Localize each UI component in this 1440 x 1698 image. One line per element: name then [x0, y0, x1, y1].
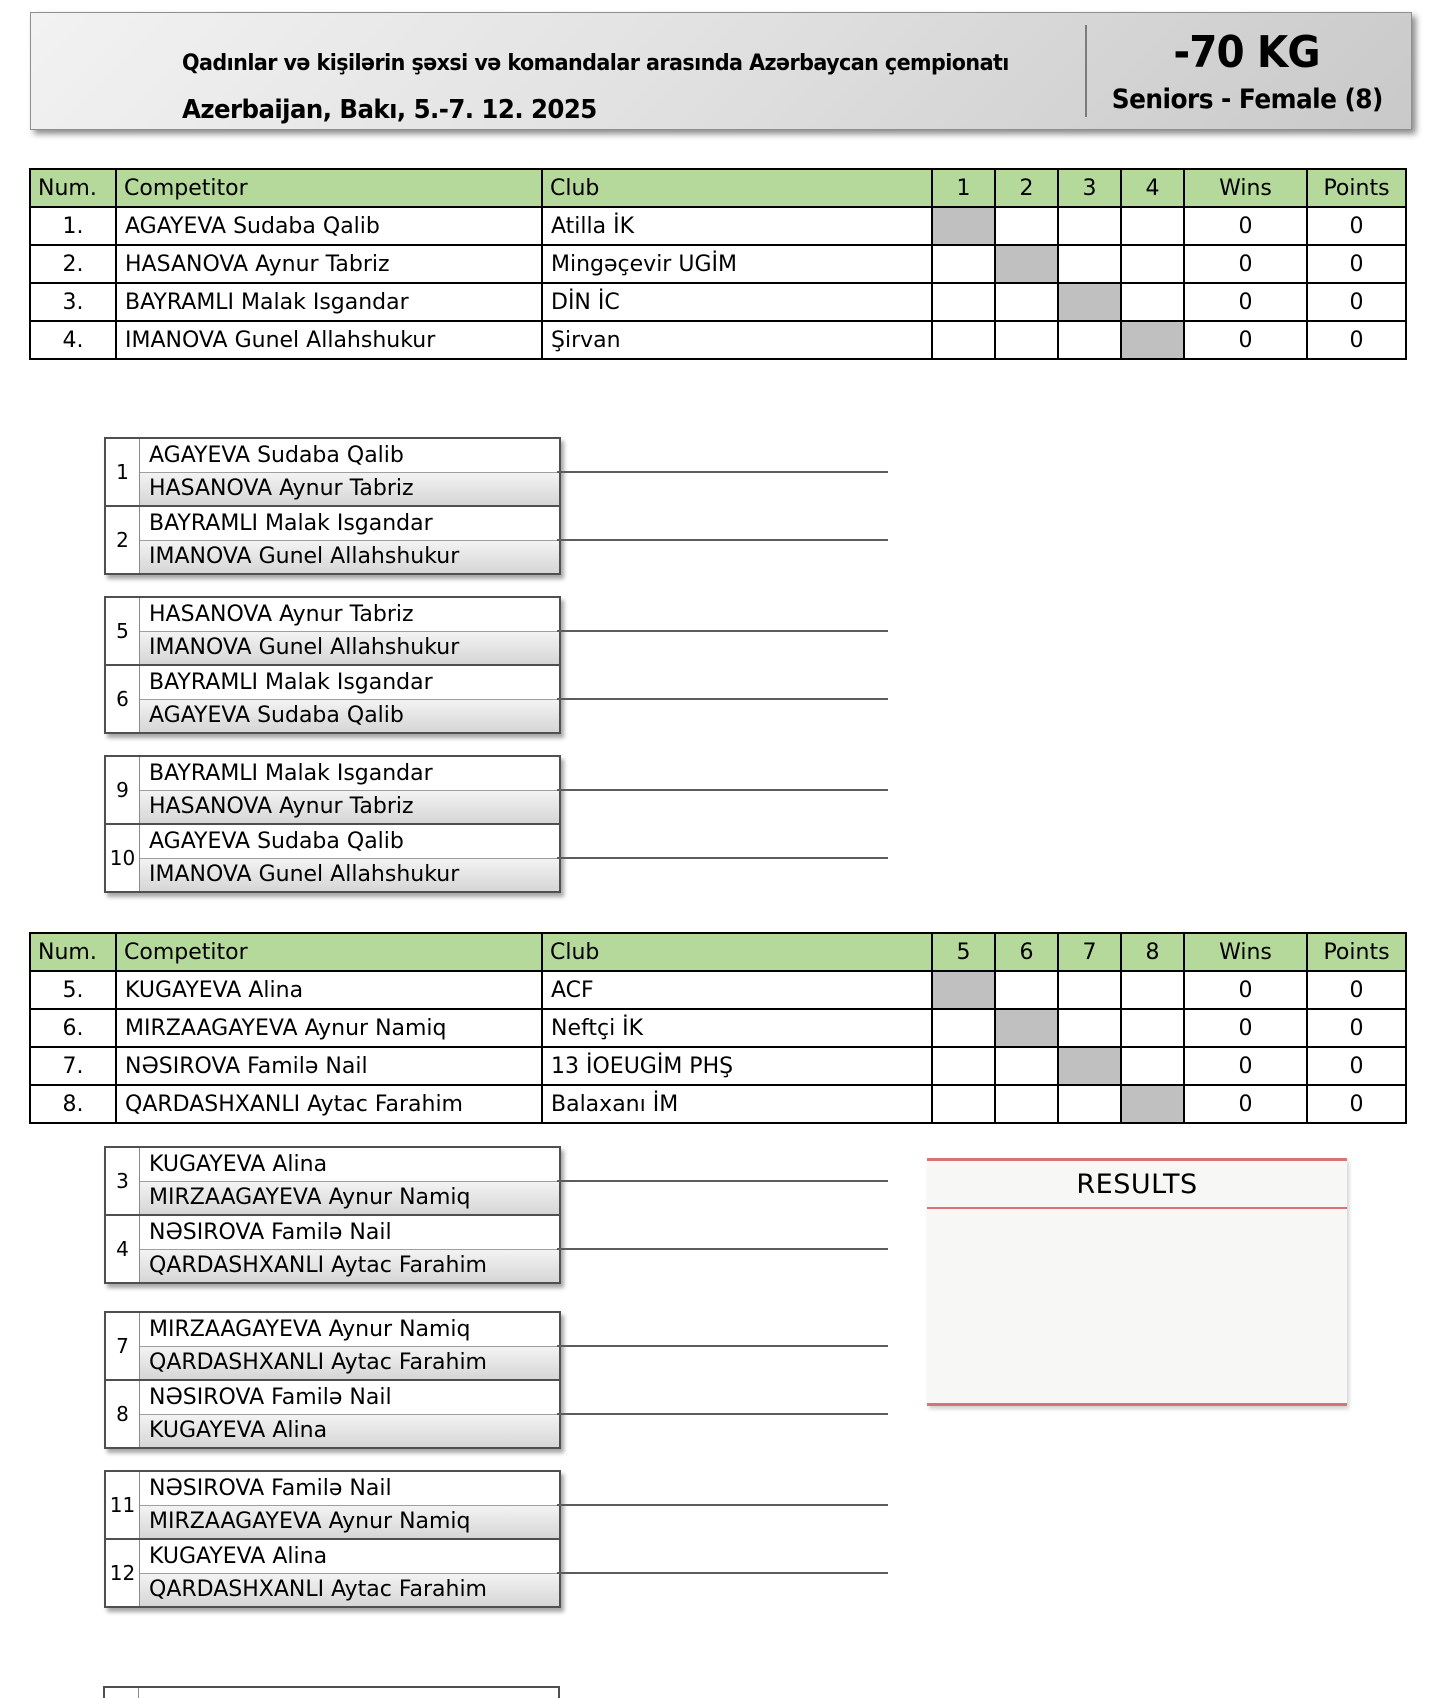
- competitor-name: BAYRAMLI Malak Isgandar: [116, 283, 542, 321]
- match-competitor-bottom: HASANOVA Aynur Tabriz: [140, 790, 559, 823]
- winner-line: [557, 630, 888, 632]
- location-date: Azerbaijan, Bakı, 5.-7. 12. 2025: [182, 95, 597, 125]
- score-cell: [1121, 245, 1184, 283]
- match-competitor-top: KUGAYEVA Alina: [140, 1148, 559, 1181]
- competitor-number: 2.: [30, 245, 116, 283]
- match-competitor-top: AGAYEVA Sudaba Qalib: [140, 439, 559, 472]
- col-header-num: Num.: [30, 933, 116, 971]
- results-mid-rule: [927, 1207, 1347, 1209]
- score-cell: [1058, 207, 1121, 245]
- score-cell: [1121, 1009, 1184, 1047]
- competitor-name: IMANOVA Gunel Allahshukur: [116, 321, 542, 359]
- pool-table-1: [29, 168, 1407, 360]
- results-bottom-rule: [927, 1403, 1347, 1406]
- col-header-wins: Wins: [1184, 169, 1307, 207]
- weight-class: -70 KG: [1173, 27, 1321, 78]
- winner-line: [557, 1504, 888, 1506]
- col-header-match-3: 3: [1058, 169, 1121, 207]
- competitor-name: QARDASHXANLI Aytac Farahim: [116, 1085, 542, 1123]
- self-match-cell: [1121, 321, 1184, 359]
- competitor-club: ACF: [542, 971, 932, 1009]
- match-competitor-top: NƏSIROVA Familə Nail: [140, 1216, 559, 1249]
- col-header-points: Points: [1307, 169, 1406, 207]
- self-match-cell: [932, 207, 995, 245]
- score-cell: [1058, 1085, 1121, 1123]
- self-match-cell: [1121, 1085, 1184, 1123]
- table-row: [30, 1047, 1406, 1085]
- score-cell: [1121, 971, 1184, 1009]
- bracket-group-matches-9-10: [104, 755, 561, 893]
- col-header-match-5: 5: [932, 933, 995, 971]
- match-number: 9: [106, 757, 140, 823]
- match-11: [106, 1472, 559, 1538]
- match-number: 1: [106, 439, 140, 505]
- header-band: [30, 12, 1412, 130]
- match-number: 6: [106, 666, 140, 732]
- score-cell: [1058, 971, 1121, 1009]
- points-value: 0: [1307, 1047, 1406, 1085]
- competitor-number: 3.: [30, 283, 116, 321]
- table-row: [30, 1009, 1406, 1047]
- wins-value: 0: [1184, 1085, 1307, 1123]
- points-value: 0: [1307, 971, 1406, 1009]
- match-number: 5: [106, 598, 140, 664]
- score-cell: [932, 321, 995, 359]
- competitor-number: 7.: [30, 1047, 116, 1085]
- match-competitor-bottom: QARDASHXANLI Aytac Farahim: [140, 1573, 559, 1606]
- wins-value: 0: [1184, 1009, 1307, 1047]
- bracket-group-matches-5-6: [104, 596, 561, 734]
- match-competitor-bottom: QARDASHXANLI Aytac Farahim: [140, 1249, 559, 1282]
- competitor-number: 5.: [30, 971, 116, 1009]
- competitor-number: 6.: [30, 1009, 116, 1047]
- match-4: [106, 1214, 559, 1282]
- col-header-competitor: Competitor: [116, 169, 542, 207]
- winner-line: [557, 1180, 888, 1182]
- match-number: 4: [106, 1216, 140, 1282]
- bracket-group-matches-7-8: [104, 1311, 561, 1449]
- col-header-match-1: 1: [932, 169, 995, 207]
- winner-line: [557, 1413, 888, 1415]
- match-number: 3: [106, 1148, 140, 1214]
- match-competitor-top: AGAYEVA Sudaba Qalib: [140, 825, 559, 858]
- winner-line: [557, 1572, 888, 1574]
- self-match-cell: [1058, 283, 1121, 321]
- match-number: 12: [106, 1540, 140, 1606]
- bracket-group-matches-1-2: [104, 437, 561, 575]
- competitor-name: NƏSIROVA Familə Nail: [116, 1047, 542, 1085]
- winner-line: [557, 1248, 888, 1250]
- points-value: 0: [1307, 207, 1406, 245]
- self-match-cell: [995, 245, 1058, 283]
- wins-value: 0: [1184, 971, 1307, 1009]
- winner-line: [557, 1345, 888, 1347]
- wins-value: 0: [1184, 245, 1307, 283]
- self-match-cell: [932, 971, 995, 1009]
- match-competitor-top: BAYRAMLI Malak Isgandar: [140, 666, 559, 699]
- col-header-competitor: Competitor: [116, 933, 542, 971]
- competitor-number: 1.: [30, 207, 116, 245]
- competitor-club: 13 İOEUGİM PHŞ: [542, 1047, 932, 1085]
- match-competitor-bottom: IMANOVA Gunel Allahshukur: [140, 858, 559, 891]
- wins-value: 0: [1184, 1047, 1307, 1085]
- col-header-match-2: 2: [995, 169, 1058, 207]
- match-competitor-top: HASANOVA Aynur Tabriz: [140, 598, 559, 631]
- score-cell: [1058, 321, 1121, 359]
- pool-table-2: [29, 932, 1407, 1124]
- competitor-club: Balaxanı İM: [542, 1085, 932, 1123]
- results-box: [927, 1158, 1347, 1406]
- score-cell: [932, 1009, 995, 1047]
- points-value: 0: [1307, 1085, 1406, 1123]
- match-number: 2: [106, 507, 140, 573]
- col-header-club: Club: [542, 933, 932, 971]
- col-header-match-7: 7: [1058, 933, 1121, 971]
- score-cell: [1058, 245, 1121, 283]
- match-number: 11: [106, 1472, 140, 1538]
- score-cell: [995, 971, 1058, 1009]
- match-competitor-top: NƏSIROVA Familə Nail: [140, 1381, 559, 1414]
- winner-line: [557, 789, 888, 791]
- col-header-club: Club: [542, 169, 932, 207]
- points-value: 0: [1307, 283, 1406, 321]
- winner-line: [557, 698, 888, 700]
- score-cell: [932, 1085, 995, 1123]
- match-competitor-bottom: MIRZAAGAYEVA Aynur Namiq: [140, 1505, 559, 1538]
- results-title: RESULTS: [1076, 1168, 1198, 1200]
- competitor-club: Mingəçevir UGİM: [542, 245, 932, 283]
- match-competitor-top: MIRZAAGAYEVA Aynur Namiq: [140, 1313, 559, 1346]
- match-competitor-bottom: MIRZAAGAYEVA Aynur Namiq: [140, 1181, 559, 1214]
- score-cell: [995, 321, 1058, 359]
- match-competitor-bottom: HASANOVA Aynur Tabriz: [140, 472, 559, 505]
- score-cell: [995, 207, 1058, 245]
- pool2-header-row: [30, 933, 1406, 971]
- match-competitor-top: KUGAYEVA Alina: [140, 1540, 559, 1573]
- table-row: [30, 1085, 1406, 1123]
- match-number: 10: [106, 825, 140, 891]
- match-competitor-bottom: IMANOVA Gunel Allahshukur: [140, 631, 559, 664]
- score-cell: [932, 283, 995, 321]
- competitor-number: 4.: [30, 321, 116, 359]
- competitor-club: Şirvan: [542, 321, 932, 359]
- match-number: 8: [106, 1381, 140, 1447]
- bracket-group-matches-11-12: [104, 1470, 561, 1608]
- competitor-club: DİN İC: [542, 283, 932, 321]
- competitor-club: Neftçi İK: [542, 1009, 932, 1047]
- score-cell: [1058, 1009, 1121, 1047]
- match-9: [106, 757, 559, 823]
- wins-value: 0: [1184, 321, 1307, 359]
- competitor-name: KUGAYEVA Alina: [116, 971, 542, 1009]
- match-7: [106, 1313, 559, 1379]
- match-2: [106, 505, 559, 573]
- col-header-points: Points: [1307, 933, 1406, 971]
- winner-line: [557, 539, 888, 541]
- match-competitor-top: BAYRAMLI Malak Isgandar: [140, 757, 559, 790]
- match-6: [106, 664, 559, 732]
- match-5: [106, 598, 559, 664]
- col-header-wins: Wins: [1184, 933, 1307, 971]
- score-cell: [1121, 207, 1184, 245]
- points-value: 0: [1307, 321, 1406, 359]
- match-1: [106, 439, 559, 505]
- competitor-name: MIRZAAGAYEVA Aynur Namiq: [116, 1009, 542, 1047]
- winner-line: [557, 857, 888, 859]
- match-number: 7: [106, 1313, 140, 1379]
- self-match-cell: [995, 1009, 1058, 1047]
- table-row: [30, 245, 1406, 283]
- match-10: [106, 823, 559, 891]
- match-8: [106, 1379, 559, 1447]
- championship-title: Qadınlar və kişilərin şəxsi və komandalar arasında Azərbaycan çempionatı: [182, 51, 1009, 76]
- col-header-num: Num.: [30, 169, 116, 207]
- competitor-name: HASANOVA Aynur Tabriz: [116, 245, 542, 283]
- header-category-block: [1087, 13, 1407, 129]
- points-value: 0: [1307, 245, 1406, 283]
- score-cell: [1121, 1047, 1184, 1085]
- match-competitor-bottom: AGAYEVA Sudaba Qalib: [140, 699, 559, 732]
- match-3: [106, 1148, 559, 1214]
- match-12: [106, 1538, 559, 1606]
- partial-match-box: [103, 1686, 560, 1698]
- score-cell: [995, 283, 1058, 321]
- competitor-name: AGAYEVA Sudaba Qalib: [116, 207, 542, 245]
- score-cell: [995, 1085, 1058, 1123]
- points-value: 0: [1307, 1009, 1406, 1047]
- col-header-match-6: 6: [995, 933, 1058, 971]
- table-row: [30, 207, 1406, 245]
- score-cell: [932, 1047, 995, 1085]
- match-competitor-bottom: IMANOVA Gunel Allahshukur: [140, 540, 559, 573]
- table-row: [30, 321, 1406, 359]
- col-header-match-8: 8: [1121, 933, 1184, 971]
- bracket-group-matches-3-4: [104, 1146, 561, 1284]
- col-header-match-4: 4: [1121, 169, 1184, 207]
- competitor-club: Atilla İK: [542, 207, 932, 245]
- score-cell: [995, 1047, 1058, 1085]
- category-label: Seniors - Female (8): [1111, 84, 1383, 115]
- match-competitor-top: BAYRAMLI Malak Isgandar: [140, 507, 559, 540]
- pool1-header-row: [30, 169, 1406, 207]
- partial-match-number-divider: [138, 1688, 139, 1698]
- score-cell: [1121, 283, 1184, 321]
- match-competitor-bottom: QARDASHXANLI Aytac Farahim: [140, 1346, 559, 1379]
- competitor-number: 8.: [30, 1085, 116, 1123]
- score-cell: [932, 245, 995, 283]
- table-row: [30, 971, 1406, 1009]
- wins-value: 0: [1184, 207, 1307, 245]
- match-competitor-bottom: KUGAYEVA Alina: [140, 1414, 559, 1447]
- table-row: [30, 283, 1406, 321]
- winner-line: [557, 471, 888, 473]
- self-match-cell: [1058, 1047, 1121, 1085]
- wins-value: 0: [1184, 283, 1307, 321]
- match-competitor-top: NƏSIROVA Familə Nail: [140, 1472, 559, 1505]
